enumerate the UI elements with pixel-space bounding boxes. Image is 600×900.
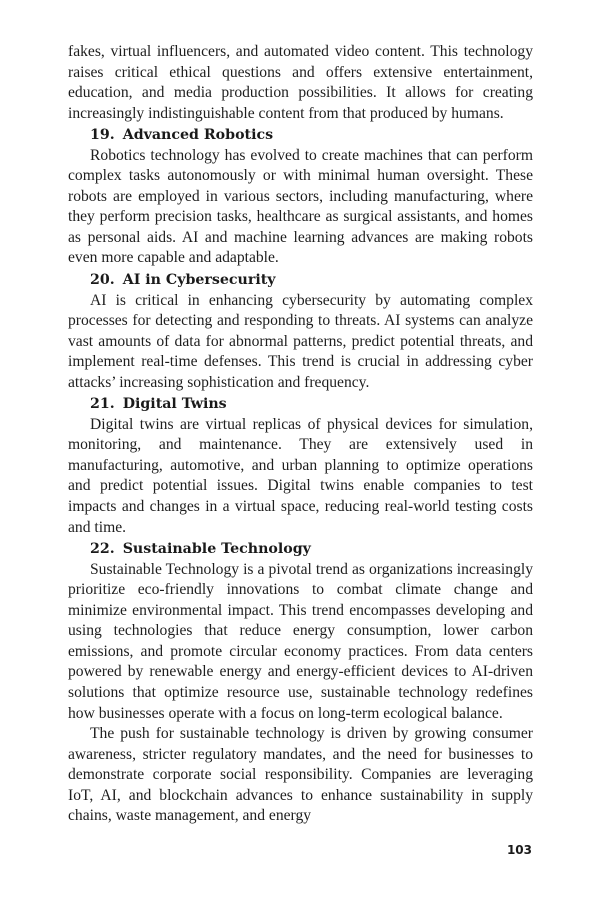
- continuation-paragraph: fakes, virtual influencers, and automated video content. This technology raises critical ethical questions and offers extensive entertainment, education, and media production possibilities. It allows for creating increasingly indistinguishable content from that produced by humans.: [68, 43, 533, 122]
- section-number: 21.: [90, 396, 115, 413]
- section-title: AI in Cybersecurity: [122, 272, 276, 289]
- section-number: 22.: [90, 541, 115, 558]
- section-19: [68, 125, 533, 269]
- section-22: [68, 539, 533, 724]
- section-paragraph: Robotics technology has evolved to create machines that can perform complex tasks autonomously or with minimal human oversight. These robots are employed in various sectors, including manufacturing, where they perform precision tasks, healthcare as surgical assistants, and homes as personal aids. AI and machine learning advances are making robots even more capable and adaptable.: [68, 146, 533, 267]
- section-heading: [68, 394, 533, 415]
- section-21: [68, 394, 533, 538]
- section-paragraph: Sustainable Technology is a pivotal trend as organizations increasingly prioritize eco-friendly innovations to combat climate change and minimize environmental impact. This trend encompasses developing and using technologies that reduce energy consumption, lower carbon emissions, and promote circular economy practices. From data centers powered by renewable energy and energy-efficient devices to AI-driven solutions that optimize resource use, sustainable technology redefines how businesses operate with a focus on long-term ecological balance.: [68, 560, 533, 722]
- section-paragraph: AI is critical in enhancing cybersecurity by automating complex processes for detecting and responding to threats. AI systems can analyze vast amounts of data for abnormal patterns, predict potential threats, and implement real-time defenses. This trend is crucial in addressing cyber attacks’ increasing sophistication and frequency.: [68, 291, 533, 391]
- section-paragraph: Digital twins are virtual replicas of physical devices for simulation, monitoring, and maintenance. They are extensively used in manufacturing, automotive, and urban planning to optimize operations and predict potential issues. Digital twins enable companies to test impacts and changes in a virtual space, reducing real-world testing costs and time.: [68, 415, 533, 536]
- section-title: Sustainable Technology: [122, 541, 311, 558]
- page-body: [68, 42, 533, 827]
- section-number: 20.: [90, 272, 115, 289]
- section-title: Digital Twins: [122, 396, 227, 413]
- section-number: 19.: [90, 127, 115, 144]
- section-heading: [68, 125, 533, 146]
- section-20: [68, 270, 533, 393]
- page-number: 103: [506, 843, 532, 857]
- section-title: Advanced Robotics: [122, 127, 274, 144]
- section-heading: [68, 270, 533, 291]
- section-heading: [68, 539, 533, 560]
- closing-paragraph: The push for sustainable technology is driven by growing consumer awareness, stricter regulatory mandates, and the need for businesses to demonstrate corporate social responsibility. Companies are leveraging IoT, AI, and blockchain advances to enhance sustainability in supply chains, waste management, and energy: [68, 725, 533, 825]
